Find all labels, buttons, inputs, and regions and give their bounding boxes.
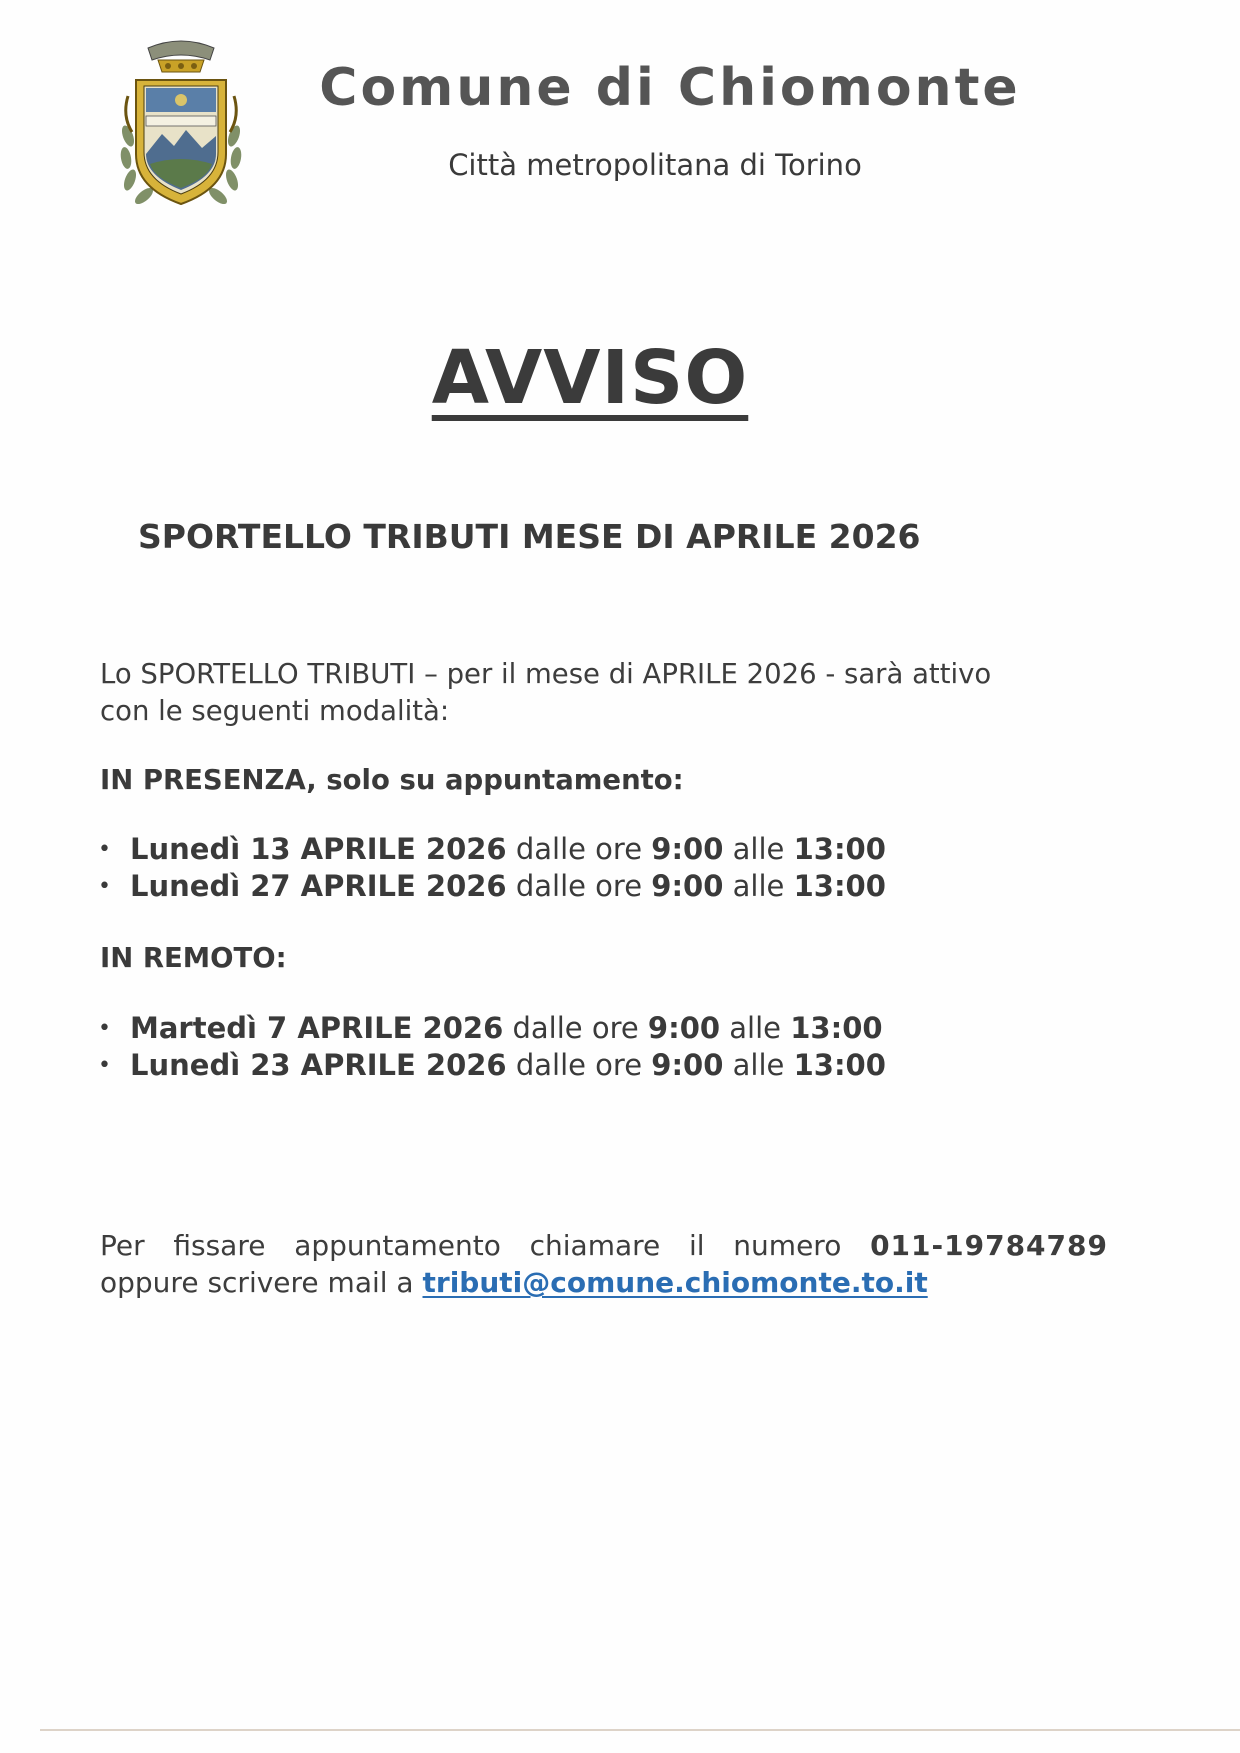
bullet-icon: • — [98, 874, 111, 899]
contact-word: fissare — [173, 1229, 266, 1262]
list-item — [98, 868, 886, 905]
schedule-end-time: 13:00 — [790, 1011, 883, 1045]
schedule-day: Lunedì 23 APRILE 2026 — [130, 1048, 507, 1082]
contact-word: numero — [733, 1229, 842, 1262]
contact-word: appuntamento — [294, 1229, 501, 1262]
schedule-to-text: alle — [729, 1011, 782, 1045]
coat-of-arms-logo — [118, 36, 244, 212]
intro-paragraph — [100, 656, 1110, 730]
intro-line-2: con le seguenti modalità: — [100, 695, 450, 727]
bullet-icon: • — [98, 837, 111, 862]
contact-word: Per — [100, 1229, 145, 1262]
schedule-day: Lunedì 27 APRILE 2026 — [130, 869, 507, 903]
email-link[interactable]: tributi@comune.chiomonte.to.it — [422, 1266, 928, 1299]
schedule-start-time: 9:00 — [651, 1048, 724, 1082]
remote-heading: IN REMOTO: — [100, 942, 287, 974]
schedule-from-text: dalle ore — [515, 832, 643, 866]
contact-word: chiamare — [529, 1229, 661, 1262]
schedule-end-time: 13:00 — [793, 1048, 886, 1082]
contact-line-1 — [100, 1227, 1108, 1264]
schedule-to-text: alle — [732, 832, 785, 866]
list-item — [98, 1010, 886, 1047]
schedule-from-text: dalle ore — [512, 1011, 639, 1045]
email-prefix: oppure scrivere mail a — [100, 1266, 414, 1299]
notice-subject: SPORTELLO TRIBUTI MESE DI APRILE 2026 — [138, 517, 921, 556]
schedule-day: Lunedì 13 APRILE 2026 — [130, 832, 507, 866]
schedule-to-text: alle — [732, 869, 785, 903]
bullet-icon: • — [98, 1016, 111, 1041]
schedule-start-time: 9:00 — [647, 1011, 721, 1045]
municipality-subtitle: Città metropolitana di Torino — [448, 148, 862, 182]
schedule-day: Martedì 7 APRILE 2026 — [130, 1011, 504, 1045]
schedule-start-time: 9:00 — [651, 832, 724, 866]
contact-paragraph — [100, 1227, 1108, 1301]
contact-word: il — [689, 1229, 705, 1262]
in-person-schedule-list — [98, 831, 886, 905]
schedule-to-text: alle — [732, 1048, 785, 1082]
municipality-title: Comune di Chiomonte — [319, 58, 1021, 118]
phone-number: 011-19784789 — [870, 1229, 1108, 1262]
remote-schedule-list — [98, 1010, 886, 1084]
list-item — [98, 1047, 886, 1084]
bullet-icon: • — [98, 1053, 111, 1078]
notice-heading: AVVISO — [431, 335, 749, 421]
schedule-from-text: dalle ore — [515, 869, 643, 903]
intro-line-1: Lo SPORTELLO TRIBUTI – per il mese di APRILE 2026 - sarà attivo — [100, 658, 992, 690]
schedule-end-time: 13:00 — [793, 832, 886, 866]
schedule-start-time: 9:00 — [651, 869, 724, 903]
contact-line-2 — [100, 1264, 1108, 1301]
in-person-heading: IN PRESENZA, solo su appuntamento: — [100, 764, 684, 796]
schedule-from-text: dalle ore — [515, 1048, 643, 1082]
list-item — [98, 831, 886, 868]
page-bottom-divider — [40, 1729, 1240, 1731]
schedule-end-time: 13:00 — [793, 869, 886, 903]
